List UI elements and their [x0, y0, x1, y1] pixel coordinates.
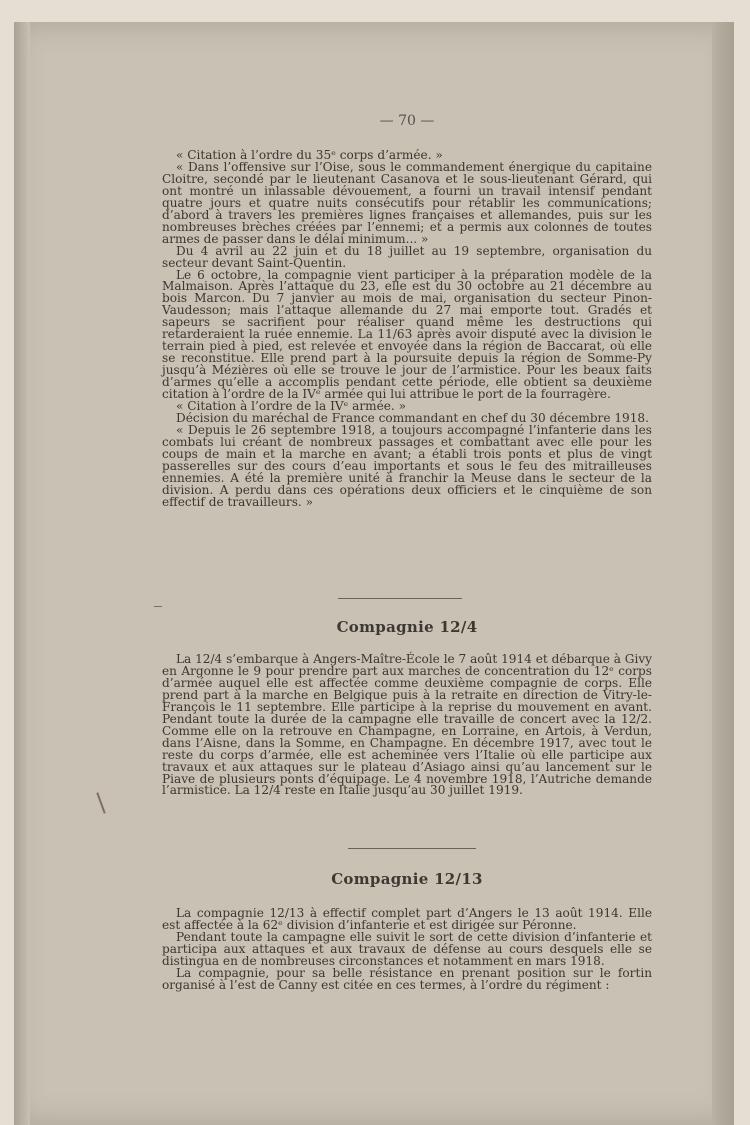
section-heading: Compagnie 12/4	[336, 618, 478, 636]
paragraph: Le 6 octobre, la compagnie vient participer à la préparation modèle de la Malmaison. Après l’attaque du 23, elle est du 30 octobre au 21 décembre au bois Marcon. Du 7 janvier au mois de mai, organisation du secteur Pinon-Vaudesson; mais l’attaque allemande du 27 mai emporte tout. Gradés et sapeurs se sacrifient pour réaliser quand même les destructions qui retarderaient la ruée ennemie. La 11/63 après avoir disputé avec la division le terrain pied à pied, est relevée et envoyée dans la région de Baccarat, où elle se reconstitue. Elle prend part à la poursuite depuis la région de Somme-Py jusqu’à Mézières où elle se trouve le jour de l’armistice. Pour les beaux faits d’armes qu’elle a accomplis pendant cette période, elle obtient sa deuxième citation à l’ordre de la IVᵉ armée qui lui attribue le port de la fourragère.	[162, 267, 652, 402]
paragraph: La compagnie, pour sa belle résistance en prenant position sur le fortin organisé à l’est de Canny est citée en ces termes, à l’ordre du régiment :	[162, 965, 652, 992]
section-citations	[162, 150, 652, 509]
page-edge	[712, 22, 734, 1125]
paragraph: Du 4 avril au 22 juin et du 18 juillet au 19 septembre, organisation du secteur devant Saint-Quentin.	[162, 243, 652, 270]
margin-mark	[96, 792, 105, 813]
page-number: — 70 —	[379, 113, 435, 129]
section-compagnie-12-13	[162, 908, 652, 992]
paragraph: « Citation à l’ordre du 35ᵉ corps d’armée. »	[176, 148, 443, 162]
paragraph: La 12/4 s’embarque à Angers-Maître-École le 7 août 1914 et débarque à Givy en Argonne le 9 pour prendre part aux marches de concentration du 12ᵉ corps d’armée auquel elle est affectée comme deuxième compagnie de corps. Elle prend part à la marche en Belgique puis à la retraite en direction de Vitry-le-François le 11 septembre. Elle participe à la reprise du mouvement en avant. Pendant toute la durée de la campagne elle travaille de concert avec la 12/2. Comme elle on la retrouve en Champagne, en Lorraine, en Artois, à Verdun, dans l’Aisne, dans la Somme, en Champagne. En décembre 1917, avec tout le reste du corps d’armée, elle est acheminée vers l’Italie où elle participe aux travaux et aux attaques sur le plateau d’Asiago ainsi qu’au lancement sur le Piave de plusieurs ponts d’équipage. Le 4 novembre 1918, l’Autriche demande l’armistice. La 12/4 reste en Italie jusqu’au 30 juillet 1919.	[162, 652, 652, 798]
paragraph: « Dans l’offensive sur l’Oise, sous le commandement énergique du capitaine Cloitre, secondé par le lieutenant Casanova et le sous-lieutenant Gérard, qui ont montré un inlassable dévouement, a fourni un travail intensif pendant quatre jours et quatre nuits consécutifs pour rétablir les communications; d’abord à travers les premières lignes françaises et allemandes, puis sur les nombreuses brèches créées par l’ennemi; et a permis aux colonnes de toutes armes de passer dans le délai minimum... »	[162, 159, 652, 246]
paragraph: « Depuis le 26 septembre 1918, a toujours accompagné l’infanterie dans les combats lui créant de nombreux passages et combattant avec elle pour les coups de main et la marche en avant; a établi trois ponts et plus de vingt passerelles sur des cours d’eau importants et sous le feu des mitrailleuses ennemies. A été la première unité à franchir la Meuse dans le secteur de la division. A perdu dans ces opérations deux officiers et le cinquième de son effectif de travailleurs. »	[162, 422, 652, 509]
page-left-shadow	[14, 22, 30, 1125]
paragraph: Pendant toute la campagne elle suivit le sort de cette division d’infanterie et participa aux attaques et aux travaux de défense au cours desquels elle se distingua en de nombreuses circonstances et notamment en mars 1918.	[162, 929, 652, 968]
paragraph: « Citation à l’ordre de la IVᵉ armée. »	[176, 399, 406, 414]
margin-mark	[154, 606, 162, 607]
section-heading: Compagnie 12/13	[331, 870, 483, 888]
paragraph: La compagnie 12/13 à effectif complet part d’Angers le 13 août 1914. Elle est affectée à la 62ᵉ division d’infanterie et est dirigée sur Péronne.	[162, 906, 652, 932]
section-compagnie-12-4	[162, 654, 652, 797]
paragraph: Décision du maréchal de France commandant en chef du 30 décembre 1918.	[176, 410, 649, 425]
separator-rule	[338, 598, 462, 599]
book-page	[14, 22, 734, 1125]
separator-rule	[348, 848, 476, 849]
